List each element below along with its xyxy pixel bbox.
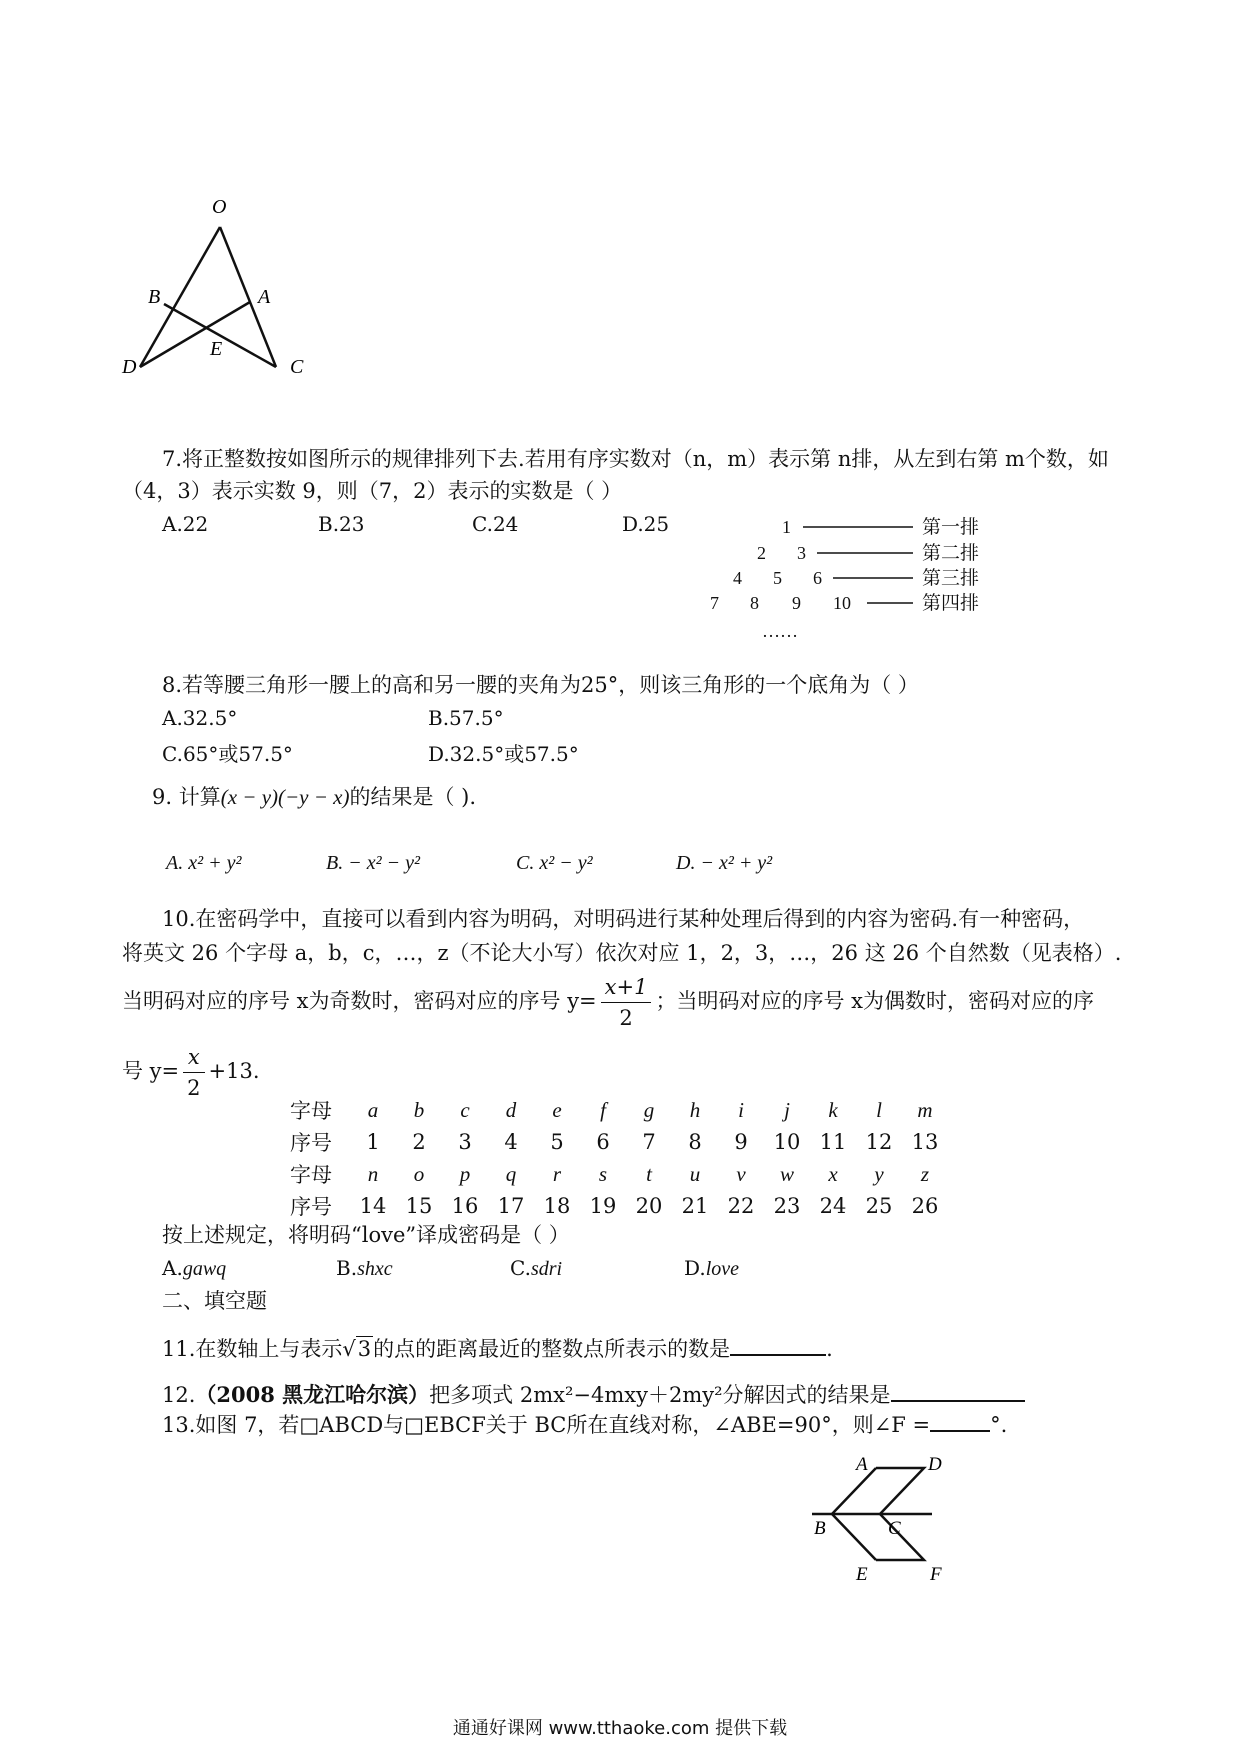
- row-label: 第一排: [922, 517, 980, 538]
- table-cell: h: [689, 1097, 701, 1122]
- pattern-num: 3: [797, 543, 806, 563]
- q8-stem: 8.若等腰三角形一腰上的高和另一腰的夹角为25°，则该三角形的一个底角为（ ）: [162, 673, 919, 697]
- q9-stem: [152, 784, 476, 810]
- pattern-num: 8: [750, 593, 759, 613]
- letter-row: [290, 1094, 948, 1126]
- table-cell: q: [505, 1161, 517, 1186]
- table-cell: 8: [688, 1130, 702, 1154]
- q10-option-a-text: gawq: [182, 1258, 227, 1280]
- table-cell: p: [459, 1161, 471, 1186]
- q12: [162, 1382, 1025, 1408]
- q10-option-b-text: shxc: [357, 1258, 393, 1280]
- triangle-figure: [120, 195, 320, 385]
- table-row-label: 字母: [290, 1163, 332, 1187]
- table-cell: 18: [543, 1194, 571, 1218]
- q8-option-c: C.65°或57.5°: [162, 742, 293, 766]
- q10-option-b: B.shxc: [336, 1256, 393, 1280]
- table-cell: 21: [681, 1194, 709, 1218]
- q7-option-d: D.25: [622, 512, 670, 536]
- table-cell: 14: [359, 1194, 387, 1218]
- table-cell: 15: [405, 1194, 433, 1218]
- table-cell: 6: [596, 1130, 610, 1154]
- table-cell: l: [876, 1097, 882, 1122]
- table-cell: m: [917, 1097, 933, 1122]
- pattern-num: 2: [757, 543, 766, 563]
- q9-stem-post: 的结果是（ ).: [349, 785, 477, 809]
- table-cell: t: [646, 1161, 652, 1186]
- table-cell: x: [828, 1161, 838, 1186]
- table-cell: 24: [819, 1194, 847, 1218]
- table-cell: 7: [642, 1130, 656, 1154]
- q8-option-b: B.57.5°: [428, 706, 504, 730]
- q10-line3: [122, 972, 1094, 1033]
- table-cell: 10: [773, 1130, 801, 1154]
- q12-text: 把多项式 2mx²−4mxy＋2my²分解因式的结果是: [429, 1383, 891, 1407]
- table-cell: 20: [635, 1194, 663, 1218]
- number-row: [290, 1126, 948, 1158]
- parallelogram-figure: [804, 1448, 984, 1608]
- q11-blank[interactable]: [730, 1354, 826, 1356]
- table-cell: e: [552, 1097, 562, 1122]
- table-cell: 23: [773, 1194, 801, 1218]
- page-footer: 通通好课网 www.tthaoke.com 提供下载: [452, 1718, 788, 1739]
- q13-text-a: 13.如图 7，若□ABCD与□EBCF关于 BC所在直线对称，∠ABE=90°，则∠F =: [162, 1413, 931, 1437]
- q9-option-a: A. x² + y²: [166, 852, 242, 874]
- label-o: O: [212, 196, 227, 218]
- table-cell: g: [643, 1097, 655, 1122]
- table-cell: j: [784, 1097, 790, 1122]
- table-cell: d: [505, 1097, 517, 1122]
- pattern-num: 10: [833, 593, 851, 613]
- q7-option-b: B.23: [318, 512, 365, 536]
- q10-line2: 将英文 26 个字母 a，b，c，…，z（不论大小写）依次对应 1，2，3，…，26 这 26 个自然数（见表格）.: [122, 941, 1122, 965]
- table-cell: 17: [497, 1194, 525, 1218]
- q8-option-d: D.32.5°或57.5°: [428, 742, 579, 766]
- pattern-num: 7: [710, 593, 719, 613]
- table-cell: 19: [589, 1194, 617, 1218]
- q9-stem-pre: 9. 计算: [152, 785, 221, 809]
- q10-line4: [122, 1042, 260, 1103]
- row-label: 第二排: [922, 543, 980, 564]
- q12-blank[interactable]: [891, 1400, 1025, 1402]
- table-cell: 22: [727, 1194, 755, 1218]
- q7-option-a: A.22: [162, 512, 209, 536]
- pattern-num: 9: [792, 593, 801, 613]
- label-b: B: [148, 286, 161, 308]
- q7-line2: （4，3）表示实数 9，则（7，2）表示的实数是（ ）: [122, 479, 623, 503]
- table-cell: y: [874, 1161, 884, 1186]
- label-a: A: [258, 286, 271, 308]
- row-label: 第三排: [922, 568, 980, 589]
- q7-option-c: C.24: [472, 512, 519, 536]
- letter-row: [290, 1158, 948, 1190]
- q10-option-c: C.sdri: [510, 1256, 563, 1280]
- table-cell: s: [598, 1161, 608, 1186]
- table-cell: r: [552, 1161, 562, 1186]
- table-cell: b: [413, 1097, 425, 1122]
- label-e: E: [210, 338, 223, 360]
- table-cell: a: [367, 1097, 379, 1122]
- table-row-label: 字母: [290, 1099, 332, 1123]
- q10-option-a: A.gawq: [162, 1256, 227, 1280]
- q10-option-d: D.love: [684, 1256, 739, 1280]
- table-cell: z: [920, 1161, 930, 1186]
- table-cell: 25: [865, 1194, 893, 1218]
- section-title-fill-in: 二、填空题: [162, 1289, 267, 1313]
- fraction-numerator: x: [183, 1042, 204, 1073]
- q11-end: .: [826, 1337, 833, 1361]
- table-cell: 12: [865, 1130, 893, 1154]
- label-a: A: [856, 1454, 868, 1475]
- label-f: F: [930, 1564, 942, 1585]
- table-cell: w: [779, 1161, 794, 1186]
- label-e: E: [856, 1564, 868, 1585]
- q12-num: 12.: [162, 1383, 196, 1407]
- table-cell: 2: [412, 1130, 426, 1154]
- table-cell: 16: [451, 1194, 479, 1218]
- q11: [162, 1336, 833, 1362]
- table-cell: f: [600, 1097, 606, 1122]
- table-cell: c: [460, 1097, 470, 1122]
- table-cell: 11: [819, 1130, 847, 1154]
- table-cell: 13: [911, 1130, 939, 1154]
- number-pattern-figure: [700, 505, 990, 655]
- q13-text-b: °.: [990, 1413, 1008, 1437]
- table-cell: 3: [458, 1130, 472, 1154]
- q12-source: （2008 黑龙江哈尔滨）: [195, 1382, 430, 1407]
- number-row: [290, 1190, 948, 1222]
- q10-line4-a: 号 y=: [122, 1059, 180, 1083]
- pattern-num: 6: [813, 568, 822, 588]
- q8-option-a: A.32.5°: [162, 706, 238, 730]
- label-d: D: [928, 1454, 942, 1475]
- table-cell: 5: [550, 1130, 564, 1154]
- q13: [162, 1412, 1007, 1438]
- pattern-num: 1: [782, 517, 791, 537]
- cipher-table: [290, 1094, 948, 1222]
- pattern-num: 5: [773, 568, 782, 588]
- label-c: C: [888, 1518, 901, 1539]
- label-c: C: [290, 356, 304, 378]
- table-cell: o: [413, 1161, 425, 1186]
- radicand: 3: [357, 1337, 372, 1361]
- q9-expression: (x − y)(−y − x): [220, 785, 350, 809]
- q11-pre: 11.在数轴上与表示: [162, 1337, 343, 1361]
- table-cell: 4: [504, 1130, 518, 1154]
- cipher-table-body: [290, 1094, 948, 1222]
- table-cell: 1: [366, 1130, 380, 1154]
- label-d: D: [122, 356, 137, 378]
- q10-option-d-text: love: [705, 1258, 739, 1280]
- sqrt-symbol: √3: [342, 1337, 372, 1361]
- q13-blank[interactable]: [930, 1430, 990, 1432]
- q10-line3-b: ；当明码对应的序号 x为偶数时，密码对应的序: [655, 989, 1094, 1013]
- q11-post: 的点的距离最近的整数点所表示的数是: [373, 1337, 731, 1361]
- q9-option-b: B. − x² − y²: [326, 852, 420, 874]
- q10-question: 按上述规定，将明码“love”译成密码是（ ）: [162, 1223, 570, 1247]
- q9-option-c: C. x² − y²: [516, 852, 593, 874]
- q10-option-c-text: sdri: [530, 1258, 563, 1280]
- table-cell: n: [367, 1161, 379, 1186]
- fraction-denominator: 2: [619, 1006, 633, 1030]
- pattern-num: 4: [733, 568, 742, 588]
- row-label: 第四排: [922, 593, 980, 614]
- table-cell: 26: [911, 1194, 939, 1218]
- fraction-denominator: 2: [187, 1076, 201, 1100]
- q10-line3-a: 当明码对应的序号 x为奇数时，密码对应的序号 y=: [122, 989, 597, 1013]
- q7-line1: 7.将正整数按如图所示的规律排列下去.若用有序实数对（n，m）表示第 n排，从左到右第 m个数，如: [162, 447, 1109, 471]
- table-row-label: 序号: [290, 1195, 332, 1219]
- pattern-ellipsis: ……: [762, 621, 798, 641]
- fraction-odd: [601, 972, 652, 1033]
- table-row-label: 序号: [290, 1131, 332, 1155]
- q10-line1: 10.在密码学中，直接可以看到内容为明码，对明码进行某种处理后得到的内容为密码.有一种密码，: [162, 907, 1085, 931]
- table-cell: i: [738, 1097, 744, 1122]
- table-cell: u: [689, 1161, 701, 1186]
- fraction-numerator: x+1: [601, 972, 652, 1003]
- table-cell: v: [736, 1161, 746, 1186]
- fraction-even: [183, 1042, 204, 1103]
- table-cell: k: [828, 1097, 838, 1122]
- table-cell: 9: [734, 1130, 748, 1154]
- q10-line4-b: +13.: [208, 1059, 260, 1083]
- label-b: B: [814, 1518, 826, 1539]
- q9-option-d: D. − x² + y²: [676, 852, 773, 874]
